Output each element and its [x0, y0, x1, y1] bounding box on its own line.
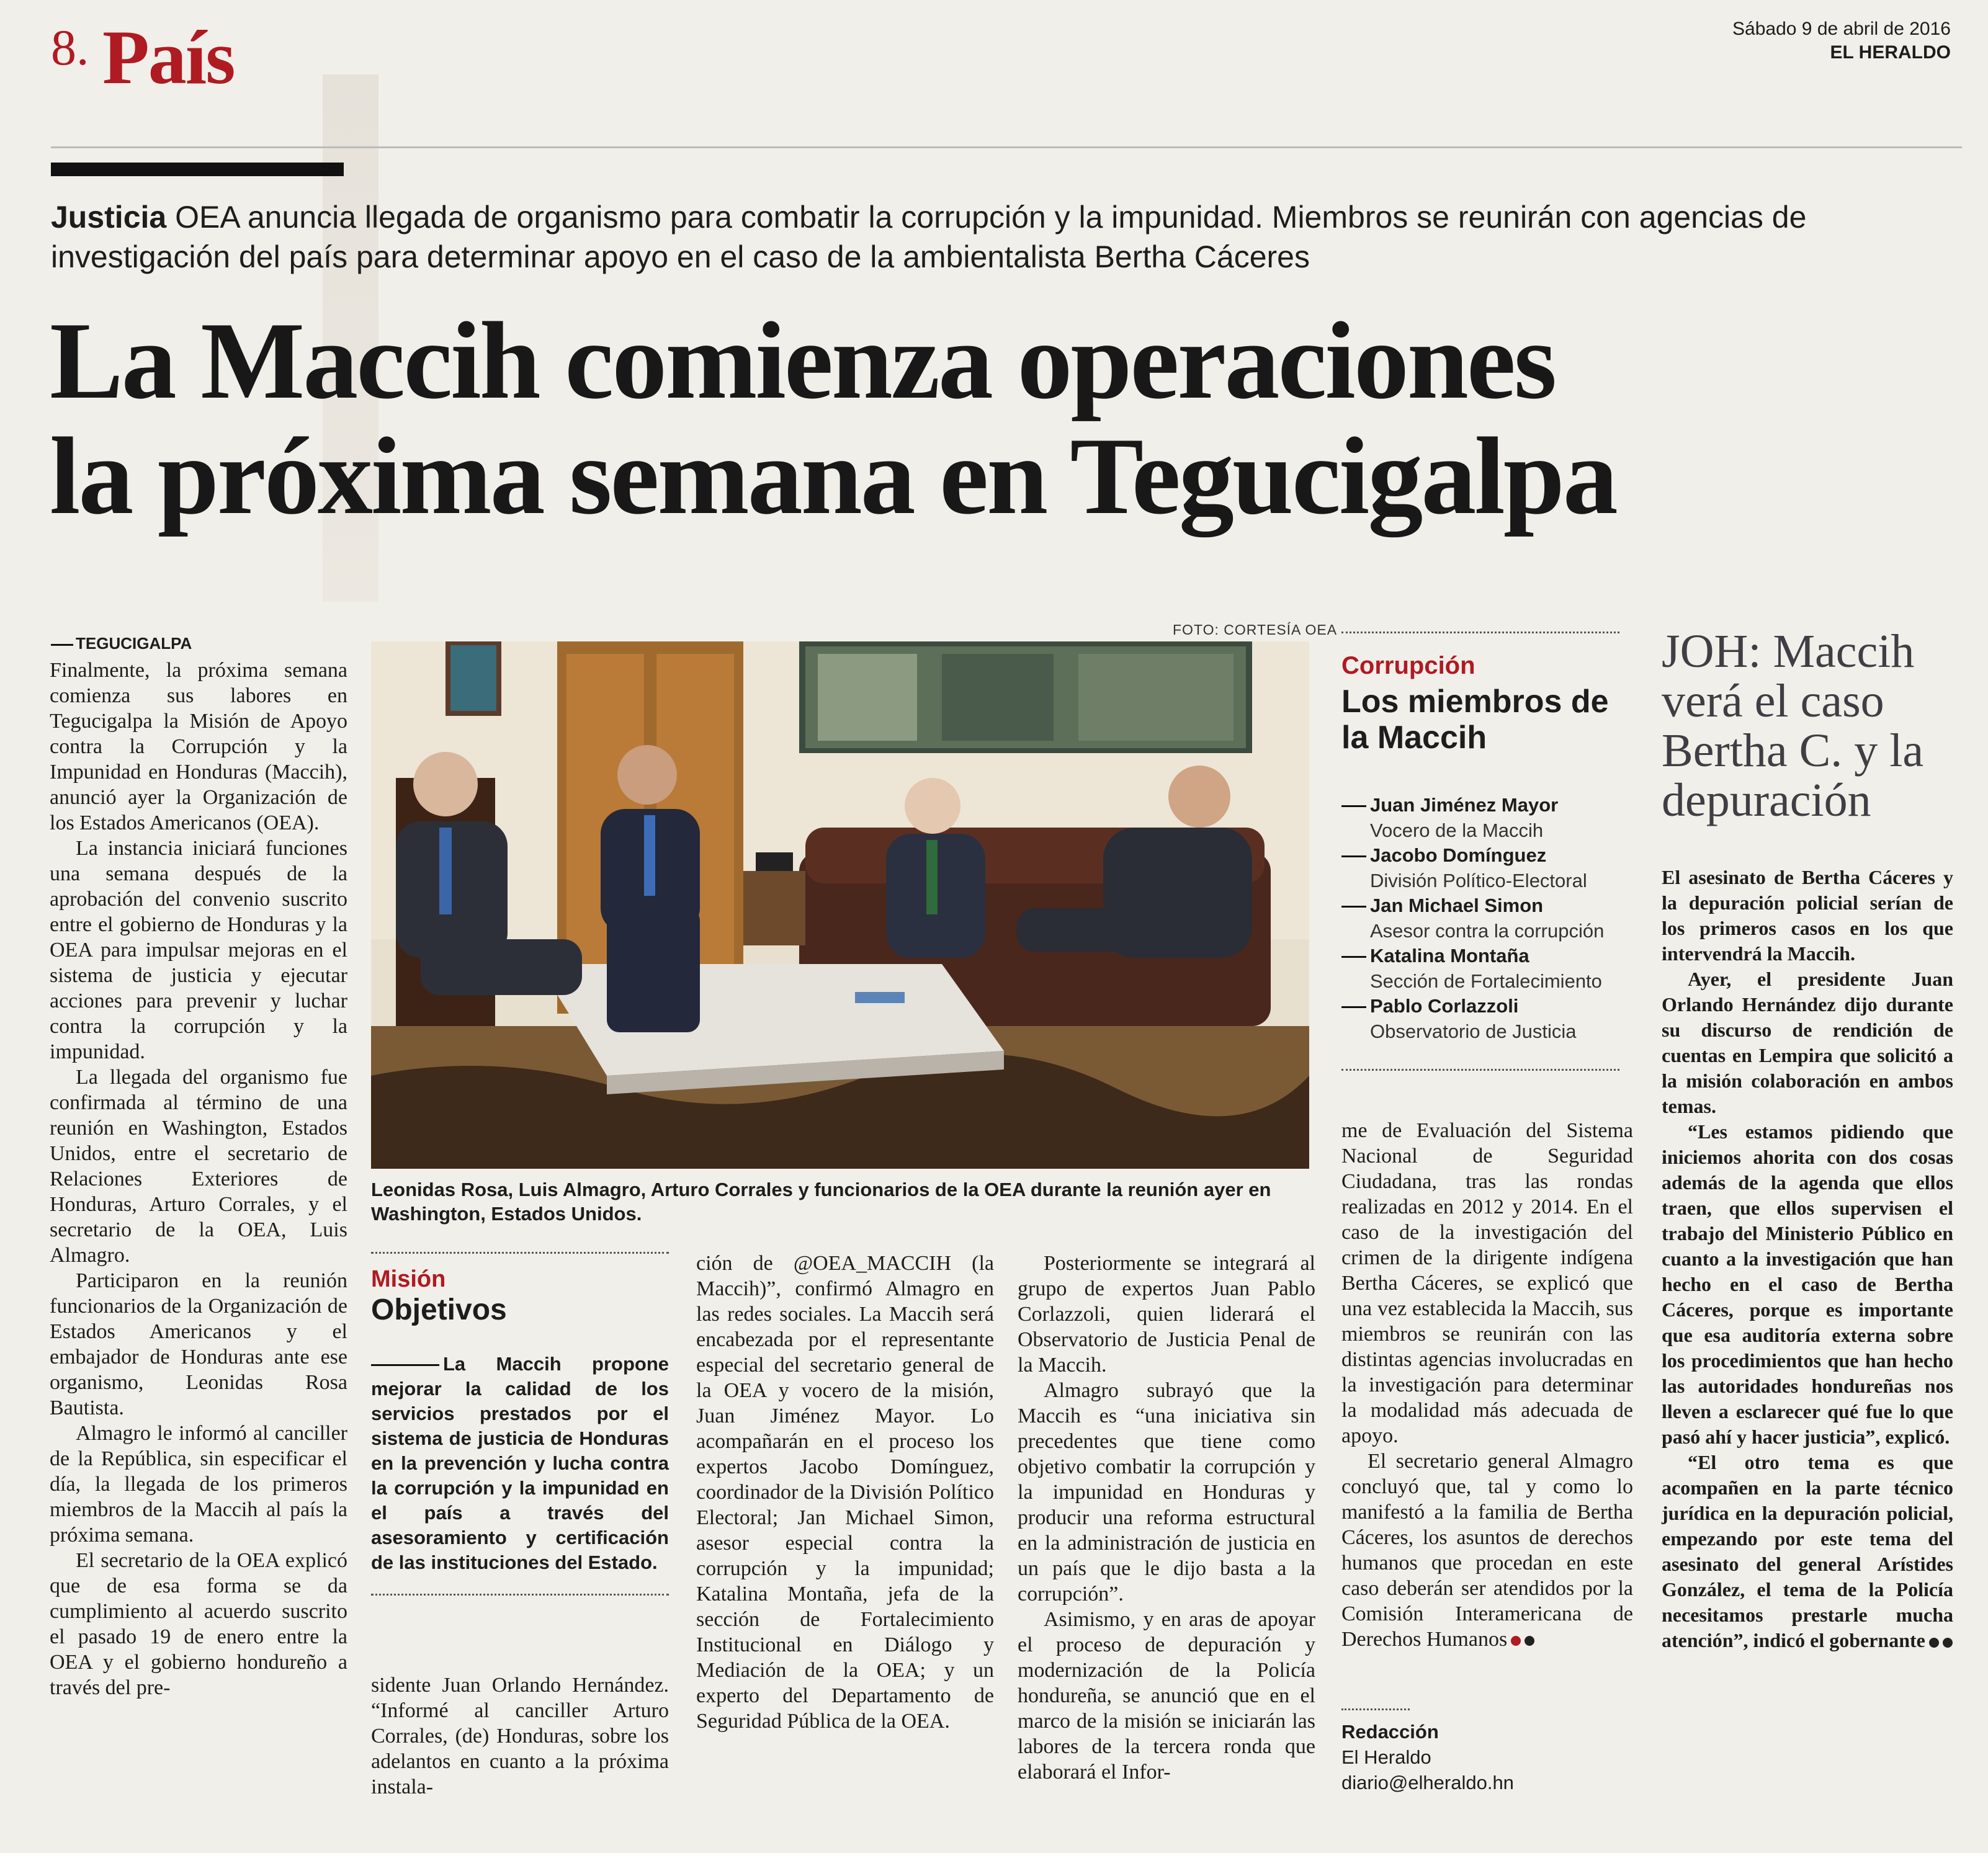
end-bullet-icon	[1525, 1636, 1534, 1646]
article-column-5	[1341, 1118, 1633, 1652]
section-number: 8.	[51, 19, 89, 76]
paragraph	[1662, 1450, 1953, 1653]
dotted-divider	[371, 1252, 669, 1254]
member-name: Katalina Montaña	[1370, 945, 1529, 967]
member-item	[1341, 994, 1619, 1044]
mision-kicker: Misión	[371, 1266, 446, 1292]
paragraph: Participaron en la reunión funcionarios de la Organización de Estados Americanos y el embajador de Honduras ante ese organismo, Leonidas Rosa Bautista.	[50, 1269, 347, 1419]
paragraph: Finalmente, la próxima semana comienza sus labores en Tegucigalpa la Misión de Apoyo contra la Corrupción y la Impunidad en Honduras (Maccih), anunció ayer la Organización de los Estados Americanos (OEA).	[50, 659, 347, 834]
members-list	[1341, 793, 1619, 1044]
newspaper-name: EL HERALDO	[1830, 42, 1951, 63]
end-bullet-icon	[1943, 1638, 1953, 1648]
paragraph: El secretario de la OEA explicó que de esa forma se da cumplimiento al acuerdo suscrito el pasado 19 de enero entre la OEA y el gobierno hondureño a través del pre-	[50, 1549, 347, 1699]
photo-credit: FOTO: CORTESÍA OEA	[1173, 622, 1338, 638]
paragraph: El asesinato de Bertha Cáceres y la depuración policial serían de los primeros casos en los que intervendrá la Maccih.	[1662, 866, 1953, 965]
member-item	[1341, 793, 1619, 843]
paragraph	[1341, 1449, 1633, 1652]
member-item	[1341, 893, 1619, 944]
members-kicker: Corrupción	[1341, 652, 1475, 679]
paragraph: ción de @OEA_MACCIH (la Maccih)”, confirmó Almagro en las redes sociales. La Maccih será encabezada por el representante especial del secretario general de la OEA y vocero de la misión, Juan Jiménez Mayor. Lo acompañarán en el proceso los expertos Jacobo Domínguez, coordinador de la División Político Electoral; Jan Michael Simon, asesor especial contra la corrupción y la impunidad; Katalina Montaña, jefa de la sección de Fortalecimiento Institucional en Diálogo y Mediación de la OEA; y un experto del Departamento de Seguridad Pública de la OEA.	[696, 1252, 994, 1733]
end-bullet-icon	[1929, 1638, 1939, 1648]
paragraph: Asimismo, y en aras de apoyar el proceso de depuración y modernización de la Policía hondureña, se anunció que en el marco de la misión se iniciarán las labores de la tercera ronda que elaborará el Infor-	[1018, 1608, 1315, 1784]
byline	[1341, 1708, 1627, 1795]
paragraph: sidente Juan Orlando Hernández. “Informé al canciller Arturo Corrales, (de) Honduras, sobre los adelantos en cuanto a la próxima instala-	[371, 1674, 669, 1798]
member-name: Juan Jiménez Mayor	[1370, 794, 1559, 816]
joh-title: JOH: Maccih verá el caso Bertha C. y la depuración	[1662, 625, 1924, 826]
dotted-divider	[1341, 1708, 1410, 1710]
paragraph: me de Evaluación del Sistema Nacional de Seguridad Ciudadana, tras las rondas realizadas en 2012 y 2014. En el caso de la investigación del crimen de la dirigente indígena Bertha Cáceres, se explicó que una vez establecida la Maccih, sus miembros se reunirán con las distintas agencias involucradas en la investigación para determinar la modalidad más adecuada de apoyo.	[1341, 1119, 1633, 1447]
member-role: División Político-Electoral	[1370, 870, 1587, 891]
section-name: País	[102, 15, 235, 100]
member-role: Sección de Fortalecimiento	[1370, 970, 1602, 992]
member-role: Asesor contra la corrupción	[1370, 920, 1605, 942]
article-photo	[371, 641, 1309, 1169]
dotted-divider	[1341, 632, 1619, 633]
dateline	[51, 634, 192, 653]
paragraph: Ayer, el presidente Juan Orlando Hernández dijo durante su discurso de rendición de cuentas en Lempira que solicitó a la misión colaboración en ambos temas.	[1662, 968, 1953, 1117]
article-column-4	[1018, 1251, 1315, 1785]
member-role: Vocero de la Maccih	[1370, 819, 1544, 841]
paragraph: La llegada del organismo fue confirmada al término de una reunión en Washington, Estados Unidos, entre el secretario de Relaciones Exteriores de Honduras, Arturo Corrales, y el secretario de la OEA, Luis Almagro.	[50, 1066, 347, 1267]
dateline-text: TEGUCIGALPA	[76, 634, 192, 653]
paragraph-text: “El otro tema es que acompañen en la parte técnico jurídica en la depuración policial, empezando por este tema del asesinato del general Arístides González, el tema de la Policía necesitamos prestarle mucha atención”, indicó el gobernante	[1662, 1451, 1953, 1651]
deck-kicker: Justicia	[51, 200, 167, 234]
headline-line-1: La Maccih comienza operaciones	[50, 299, 1556, 422]
mision-box	[371, 1252, 669, 1596]
members-title: Los miembros de la Maccih	[1341, 684, 1609, 756]
paragraph-text: El secretario general Almagro concluyó que, tal y como lo manifestó a la familia de Bertha Cáceres, los asuntos de derechos humanos que procedan en este caso deberán ser atendidos por la Comisión Interamericana de Derechos Humanos	[1341, 1450, 1633, 1651]
byline-name: El Heraldo	[1341, 1746, 1431, 1768]
header-rule	[51, 146, 1962, 148]
paragraph: “Les estamos pidiendo que iniciemos ahorita con dos cosas además de la agenda que ellos traen, que ellos supervisen el trabajo del Ministerio Público en cuanto a la investigación que han hecho en el caso de Bertha Cáceres, porque es importante que esa auditoría externa sobre los procedimientos que han hecho las autoridades hondureñas nos lleven a esclarecer qué fue lo que pasó ahí y hacer justicia”, explicó.	[1662, 1120, 1953, 1448]
member-name: Jacobo Domínguez	[1370, 844, 1547, 866]
mision-text-body: La Maccih propone mejorar la calidad de los servicios prestados por el sistema de justicia de Honduras en la prevención y lucha contra la corrupción y la impunidad en el país a través del asesoramiento y certificación de las instituciones del Estado.	[371, 1353, 669, 1573]
deck-text: OEA anuncia llegada de organismo para combatir la corrupción y la impunidad. Miembros se reunirán con agencias de investigación del país para determinar apoyo en el caso de la ambientalista Bertha Cáceres	[51, 200, 1807, 274]
headline-line-2: la próxima semana en Tegucigalpa	[50, 414, 1616, 537]
end-bullet-icon	[1511, 1636, 1521, 1646]
joh-body	[1662, 865, 1953, 1653]
paragraph: Posteriormente se integrará al grupo de expertos Juan Pablo Corlazzoli, quien liderará el Observatorio de Justicia Penal de la Maccih.	[1018, 1252, 1315, 1377]
byline-email: diario@elheraldo.hn	[1341, 1772, 1514, 1793]
members-box	[1341, 632, 1619, 1071]
member-item	[1341, 843, 1619, 893]
dotted-divider	[1341, 1069, 1619, 1071]
article-column-2	[371, 1672, 669, 1800]
headline	[50, 299, 1973, 537]
photo-caption: Leonidas Rosa, Luis Almagro, Arturo Corrales y funcionarios de la OEA durante la reunión ayer en Washington, Estados Unidos.	[371, 1179, 1271, 1225]
member-name: Jan Michael Simon	[1370, 895, 1544, 916]
article-column-1	[50, 658, 347, 1700]
member-name: Pablo Corlazzoli	[1370, 995, 1519, 1017]
dotted-divider	[371, 1594, 669, 1596]
article-column-3	[696, 1251, 994, 1734]
paragraph: Almagro subrayó que la Maccih es “una iniciativa sin precedentes que tiene como objetivo combatir la corrupción y la impunidad en Honduras y producir una reforma estructural en la administración de justicia en un país que le dijo basta a la corrupción”.	[1018, 1379, 1315, 1605]
header-rule-thick	[51, 163, 344, 176]
paragraph: La instancia iniciará funciones una semana después de la aprobación del convenio suscrito entre el gobierno de Honduras y la OEA para impulsar mejoras en el sistema de justicia y ejecutar acciones para prevenir y luchar contra la corrupción y la impunidad.	[50, 837, 347, 1063]
paragraph: Almagro le informó al canciller de la República, sin especificar el día, la llegada de los primeros miembros de la Maccih al país la próxima semana.	[50, 1422, 347, 1547]
byline-label: Redacción	[1341, 1721, 1439, 1743]
deck	[51, 197, 1962, 277]
issue-date: Sábado 9 de abril de 2016	[1732, 19, 1951, 39]
member-role: Observatorio de Justicia	[1370, 1020, 1577, 1042]
member-item	[1341, 944, 1619, 994]
mision-text	[371, 1352, 669, 1575]
mision-title: Objetivos	[371, 1293, 507, 1326]
